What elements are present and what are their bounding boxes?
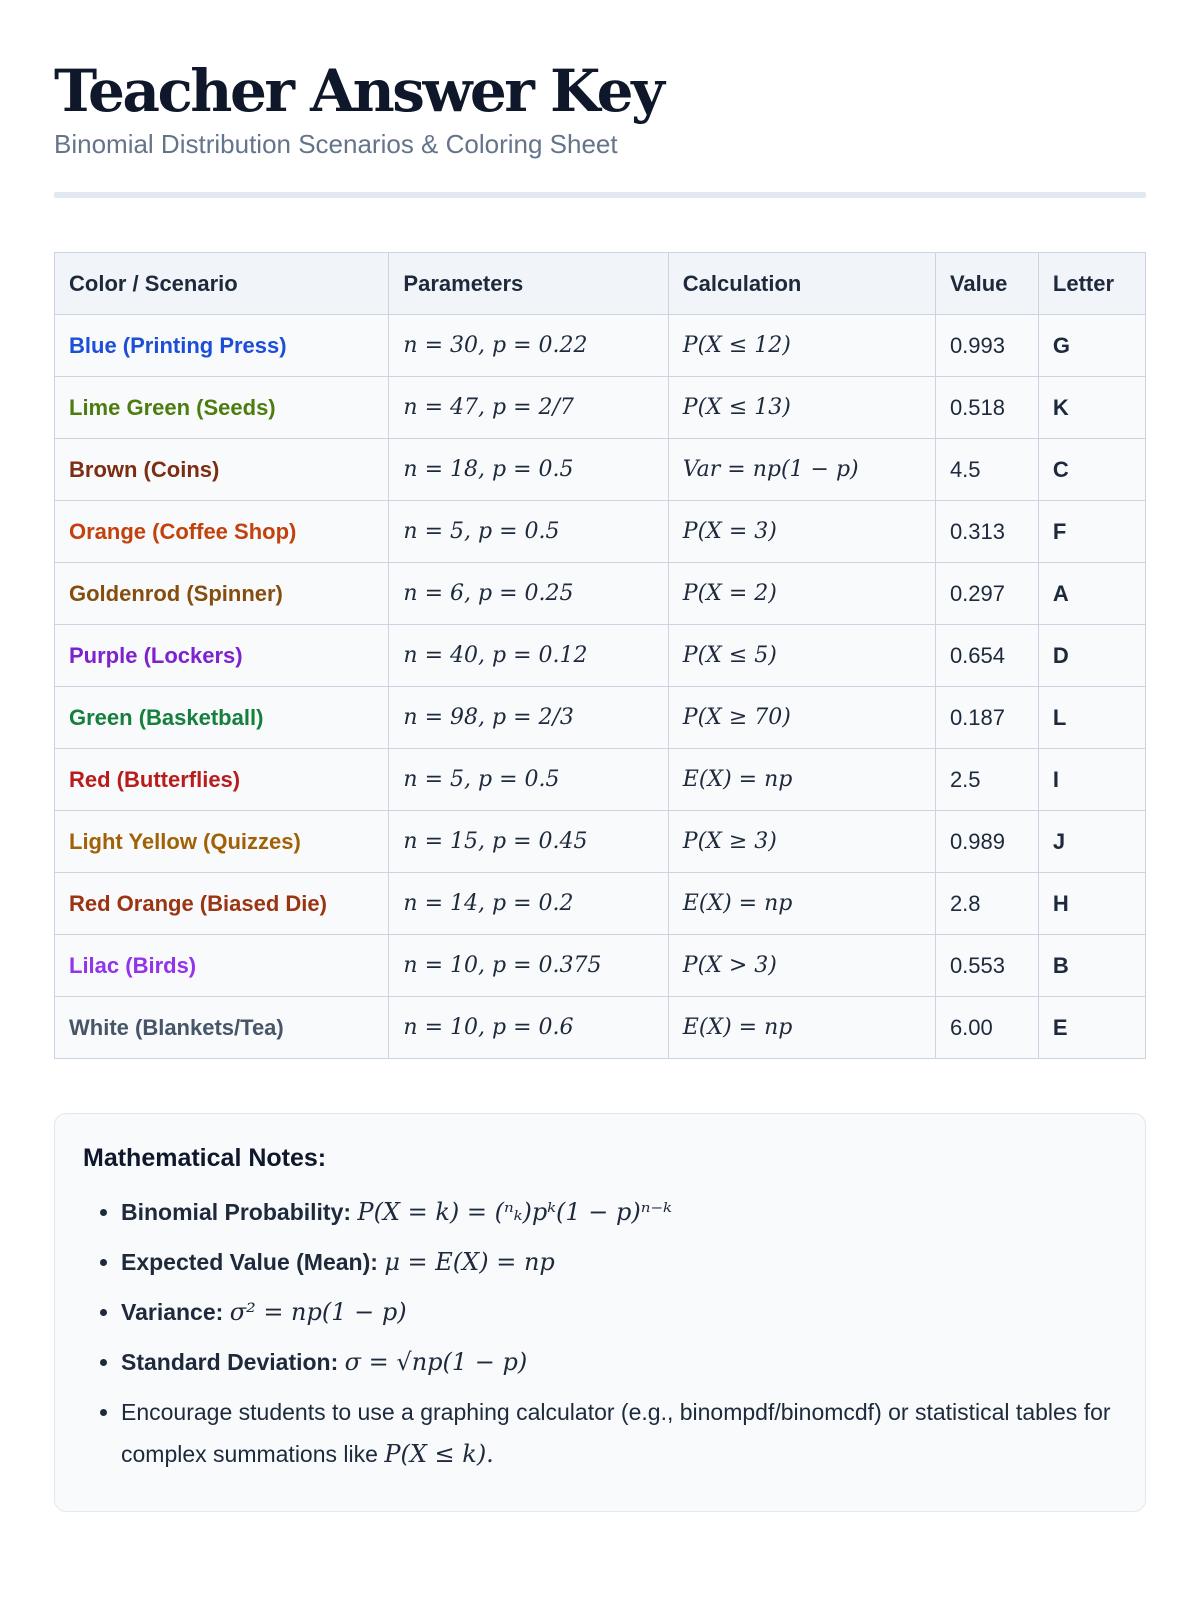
parameters-cell: n = 5, p = 0.5 xyxy=(389,501,668,563)
scenario-cell: Orange (Coffee Shop) xyxy=(55,501,389,563)
value-cell: 0.553 xyxy=(935,935,1038,997)
letter-cell: I xyxy=(1038,749,1145,811)
note-closing-formula: P(X ≤ k). xyxy=(384,1440,494,1468)
letter-cell: F xyxy=(1038,501,1145,563)
parameters-cell: n = 10, p = 0.375 xyxy=(389,935,668,997)
value-cell: 2.8 xyxy=(935,873,1038,935)
value-cell: 0.993 xyxy=(935,315,1038,377)
answer-key-table xyxy=(54,252,1146,1059)
notes-list xyxy=(83,1191,1117,1475)
table-row xyxy=(55,749,1146,811)
page-title: Teacher Answer Key xyxy=(54,57,663,125)
value-cell: 0.518 xyxy=(935,377,1038,439)
letter-cell: A xyxy=(1038,563,1145,625)
letter-cell: K xyxy=(1038,377,1145,439)
note-formula: P(X = k) = (ⁿₖ)pᵏ(1 − p)ⁿ⁻ᵏ xyxy=(357,1198,672,1226)
calculation-cell: P(X = 2) xyxy=(668,563,935,625)
note-closing-text: Encourage students to use a graphing calculator (e.g., binompdf/binomcdf) or statistical tables for complex summations like xyxy=(121,1399,1111,1467)
parameters-cell: n = 30, p = 0.22 xyxy=(389,315,668,377)
letter-cell: J xyxy=(1038,811,1145,873)
scenario-cell: Light Yellow (Quizzes) xyxy=(55,811,389,873)
scenario-cell: Blue (Printing Press) xyxy=(55,315,389,377)
column-header-parameters: Parameters xyxy=(389,253,668,315)
note-label: Binomial Probability: xyxy=(121,1199,352,1225)
notes-title: Mathematical Notes: xyxy=(83,1144,327,1172)
calculation-cell: P(X > 3) xyxy=(668,935,935,997)
table-body xyxy=(55,315,1146,1059)
table-row xyxy=(55,563,1146,625)
calculation-cell: E(X) = np xyxy=(668,873,935,935)
value-cell: 6.00 xyxy=(935,997,1038,1059)
value-cell: 0.654 xyxy=(935,625,1038,687)
column-header-letter: Letter xyxy=(1038,253,1145,315)
page-subtitle: Binomial Distribution Scenarios & Coloring Sheet xyxy=(54,129,618,159)
header-divider xyxy=(54,192,1146,198)
table-row xyxy=(55,501,1146,563)
scenario-cell: Brown (Coins) xyxy=(55,439,389,501)
letter-cell: B xyxy=(1038,935,1145,997)
letter-cell: G xyxy=(1038,315,1145,377)
scenario-cell: Green (Basketball) xyxy=(55,687,389,749)
parameters-cell: n = 5, p = 0.5 xyxy=(389,749,668,811)
note-formula: σ = √np(1 − p) xyxy=(344,1348,528,1376)
table-row xyxy=(55,439,1146,501)
math-notes-panel xyxy=(54,1113,1146,1512)
table-row xyxy=(55,997,1146,1059)
scenario-cell: Lime Green (Seeds) xyxy=(55,377,389,439)
calculation-cell: P(X = 3) xyxy=(668,501,935,563)
parameters-cell: n = 98, p = 2/3 xyxy=(389,687,668,749)
table-row xyxy=(55,315,1146,377)
letter-cell: D xyxy=(1038,625,1145,687)
parameters-cell: n = 40, p = 0.12 xyxy=(389,625,668,687)
parameters-cell: n = 14, p = 0.2 xyxy=(389,873,668,935)
calculation-cell: P(X ≥ 3) xyxy=(668,811,935,873)
calculation-cell: P(X ≤ 12) xyxy=(668,315,935,377)
value-cell: 0.313 xyxy=(935,501,1038,563)
parameters-cell: n = 10, p = 0.6 xyxy=(389,997,668,1059)
calculation-cell: Var = np(1 − p) xyxy=(668,439,935,501)
parameters-cell: n = 47, p = 2/7 xyxy=(389,377,668,439)
note-item xyxy=(121,1191,1117,1233)
table-row xyxy=(55,625,1146,687)
letter-cell: L xyxy=(1038,687,1145,749)
value-cell: 0.297 xyxy=(935,563,1038,625)
value-cell: 0.187 xyxy=(935,687,1038,749)
note-label: Standard Deviation: xyxy=(121,1349,339,1375)
scenario-cell: Goldenrod (Spinner) xyxy=(55,563,389,625)
value-cell: 4.5 xyxy=(935,439,1038,501)
scenario-cell: Lilac (Birds) xyxy=(55,935,389,997)
column-header-value: Value xyxy=(935,253,1038,315)
note-item xyxy=(121,1341,1117,1383)
calculation-cell: E(X) = np xyxy=(668,997,935,1059)
table-header-row xyxy=(55,253,1146,315)
note-formula: μ = E(X) = np xyxy=(384,1248,555,1276)
table-row xyxy=(55,935,1146,997)
table-row xyxy=(55,873,1146,935)
table-row xyxy=(55,811,1146,873)
note-item xyxy=(121,1241,1117,1283)
note-item xyxy=(121,1291,1117,1333)
note-formula: σ² = np(1 − p) xyxy=(229,1298,407,1326)
parameters-cell: n = 15, p = 0.45 xyxy=(389,811,668,873)
column-header-calculation: Calculation xyxy=(668,253,935,315)
calculation-cell: P(X ≤ 13) xyxy=(668,377,935,439)
letter-cell: H xyxy=(1038,873,1145,935)
letter-cell: E xyxy=(1038,997,1145,1059)
scenario-cell: Purple (Lockers) xyxy=(55,625,389,687)
scenario-cell: Red (Butterflies) xyxy=(55,749,389,811)
note-label: Variance: xyxy=(121,1299,224,1325)
scenario-cell: Red Orange (Biased Die) xyxy=(55,873,389,935)
column-header-scenario: Color / Scenario xyxy=(55,253,389,315)
scenario-cell: White (Blankets/Tea) xyxy=(55,997,389,1059)
value-cell: 0.989 xyxy=(935,811,1038,873)
calculation-cell: P(X ≤ 5) xyxy=(668,625,935,687)
parameters-cell: n = 6, p = 0.25 xyxy=(389,563,668,625)
value-cell: 2.5 xyxy=(935,749,1038,811)
note-label: Expected Value (Mean): xyxy=(121,1249,378,1275)
calculation-cell: P(X ≥ 70) xyxy=(668,687,935,749)
calculation-cell: E(X) = np xyxy=(668,749,935,811)
table-row xyxy=(55,377,1146,439)
table-row xyxy=(55,687,1146,749)
letter-cell: C xyxy=(1038,439,1145,501)
parameters-cell: n = 18, p = 0.5 xyxy=(389,439,668,501)
note-item xyxy=(121,1391,1117,1475)
